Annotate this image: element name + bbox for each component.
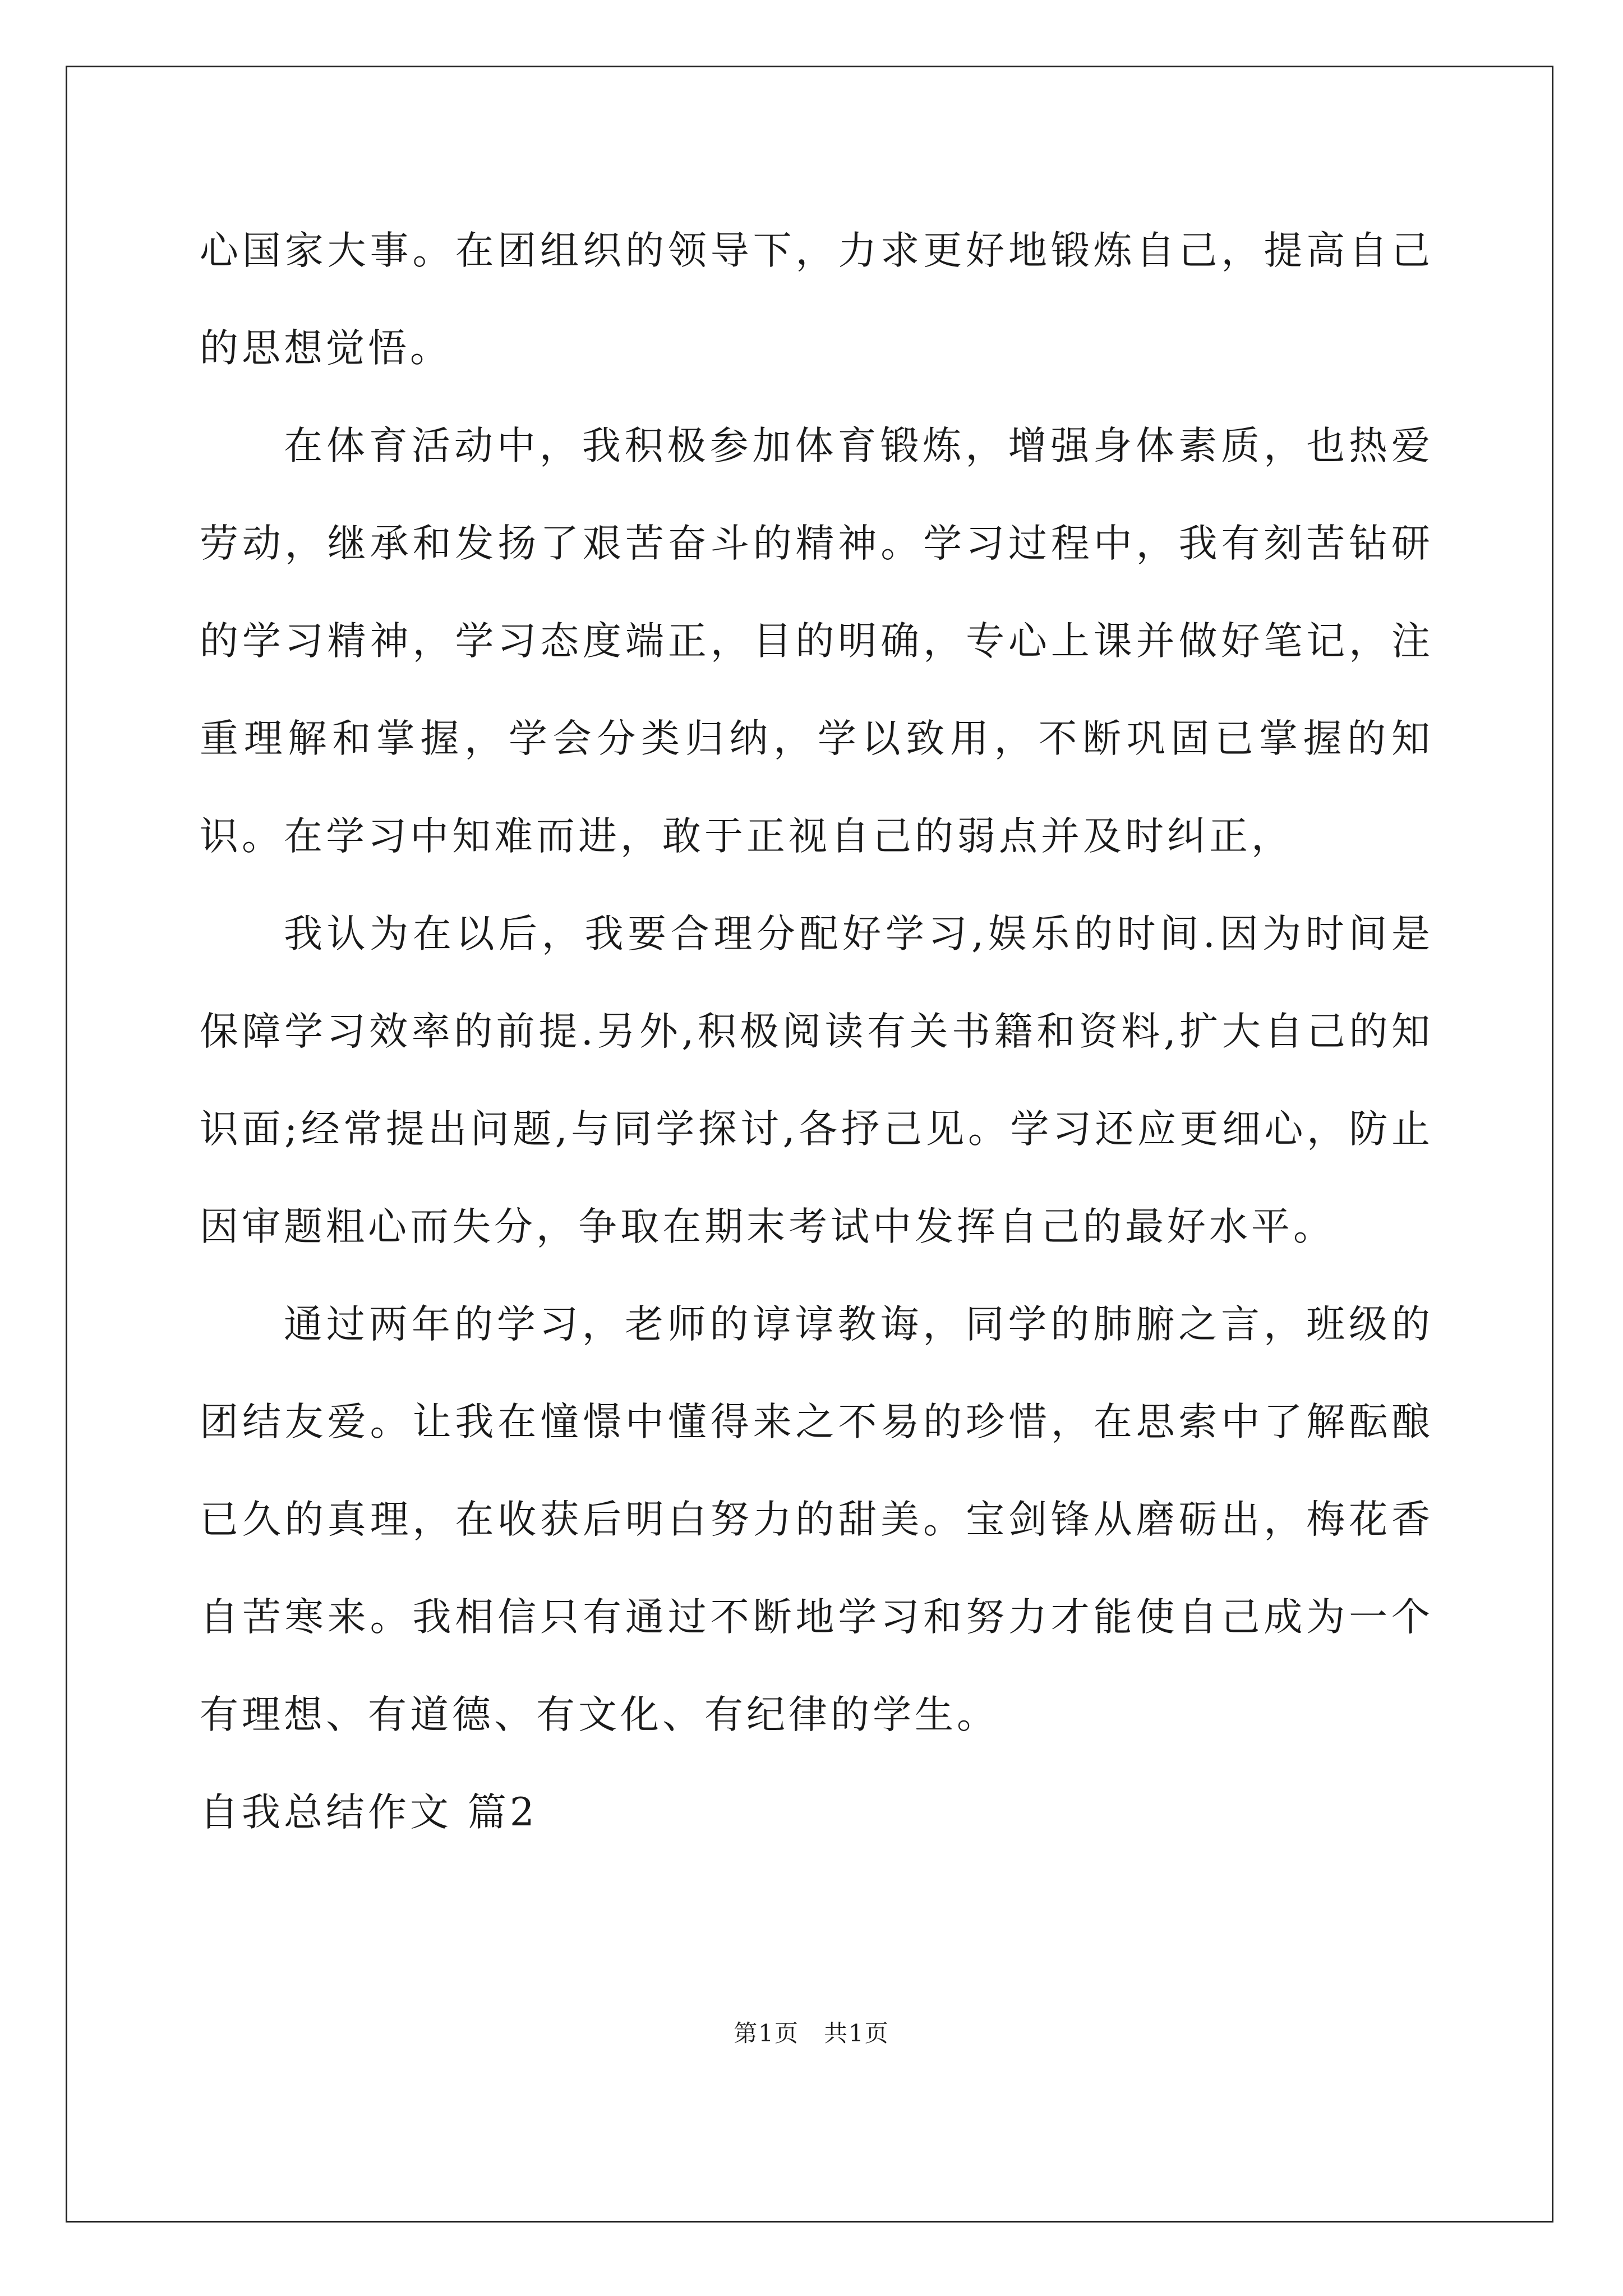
paragraph-3: 我认为在以后，我要合理分配好学习,娱乐的时间.因为时间是保障学习效率的前提.另外,积极阅读有关书籍和资料,扩大自己的知识面;经常提出问题,与同学探讨,各抒己见。学习还应更细心，防止因审题粗心而失分，争取在期末考试中发挥自己的最好水平。 (200, 912, 1433, 1249)
page-number-footer: 第1页 共1页 (734, 2019, 889, 2047)
paragraph-1: 心国家大事。在团组织的领导下，力求更好地锻炼自己，提高自己的思想觉悟。 (200, 228, 1433, 371)
paragraph-2: 在体育活动中，我积极参加体育锻炼，增强身体素质，也热爱劳动，继承和发扬了艰苦奋斗的精神。学习过程中，我有刻苦钻研的学习精神，学习态度端正，目的明确，专心上课并做好笔记，注重理解和掌握，学会分类归纳，学以致用，不断巩固已掌握的知识。在学习中知难而进，敢于正视自己的弱点并及时纠正， (200, 424, 1433, 859)
document-body (200, 202, 1433, 1861)
section-heading: 自我总结作文 篇2 (200, 1790, 538, 1835)
paragraph-4: 通过两年的学习，老师的谆谆教诲，同学的肺腑之言，班级的团结友爱。让我在憧憬中懂得来之不易的珍惜，在思索中了解酝酿已久的真理，在收获后明白努力的甜美。宝剑锋从磨砺出，梅花香自苦寒来。我相信只有通过不断地学习和努力才能使自己成为一个有理想、有道德、有文化、有纪律的学生。 (200, 1302, 1433, 1737)
